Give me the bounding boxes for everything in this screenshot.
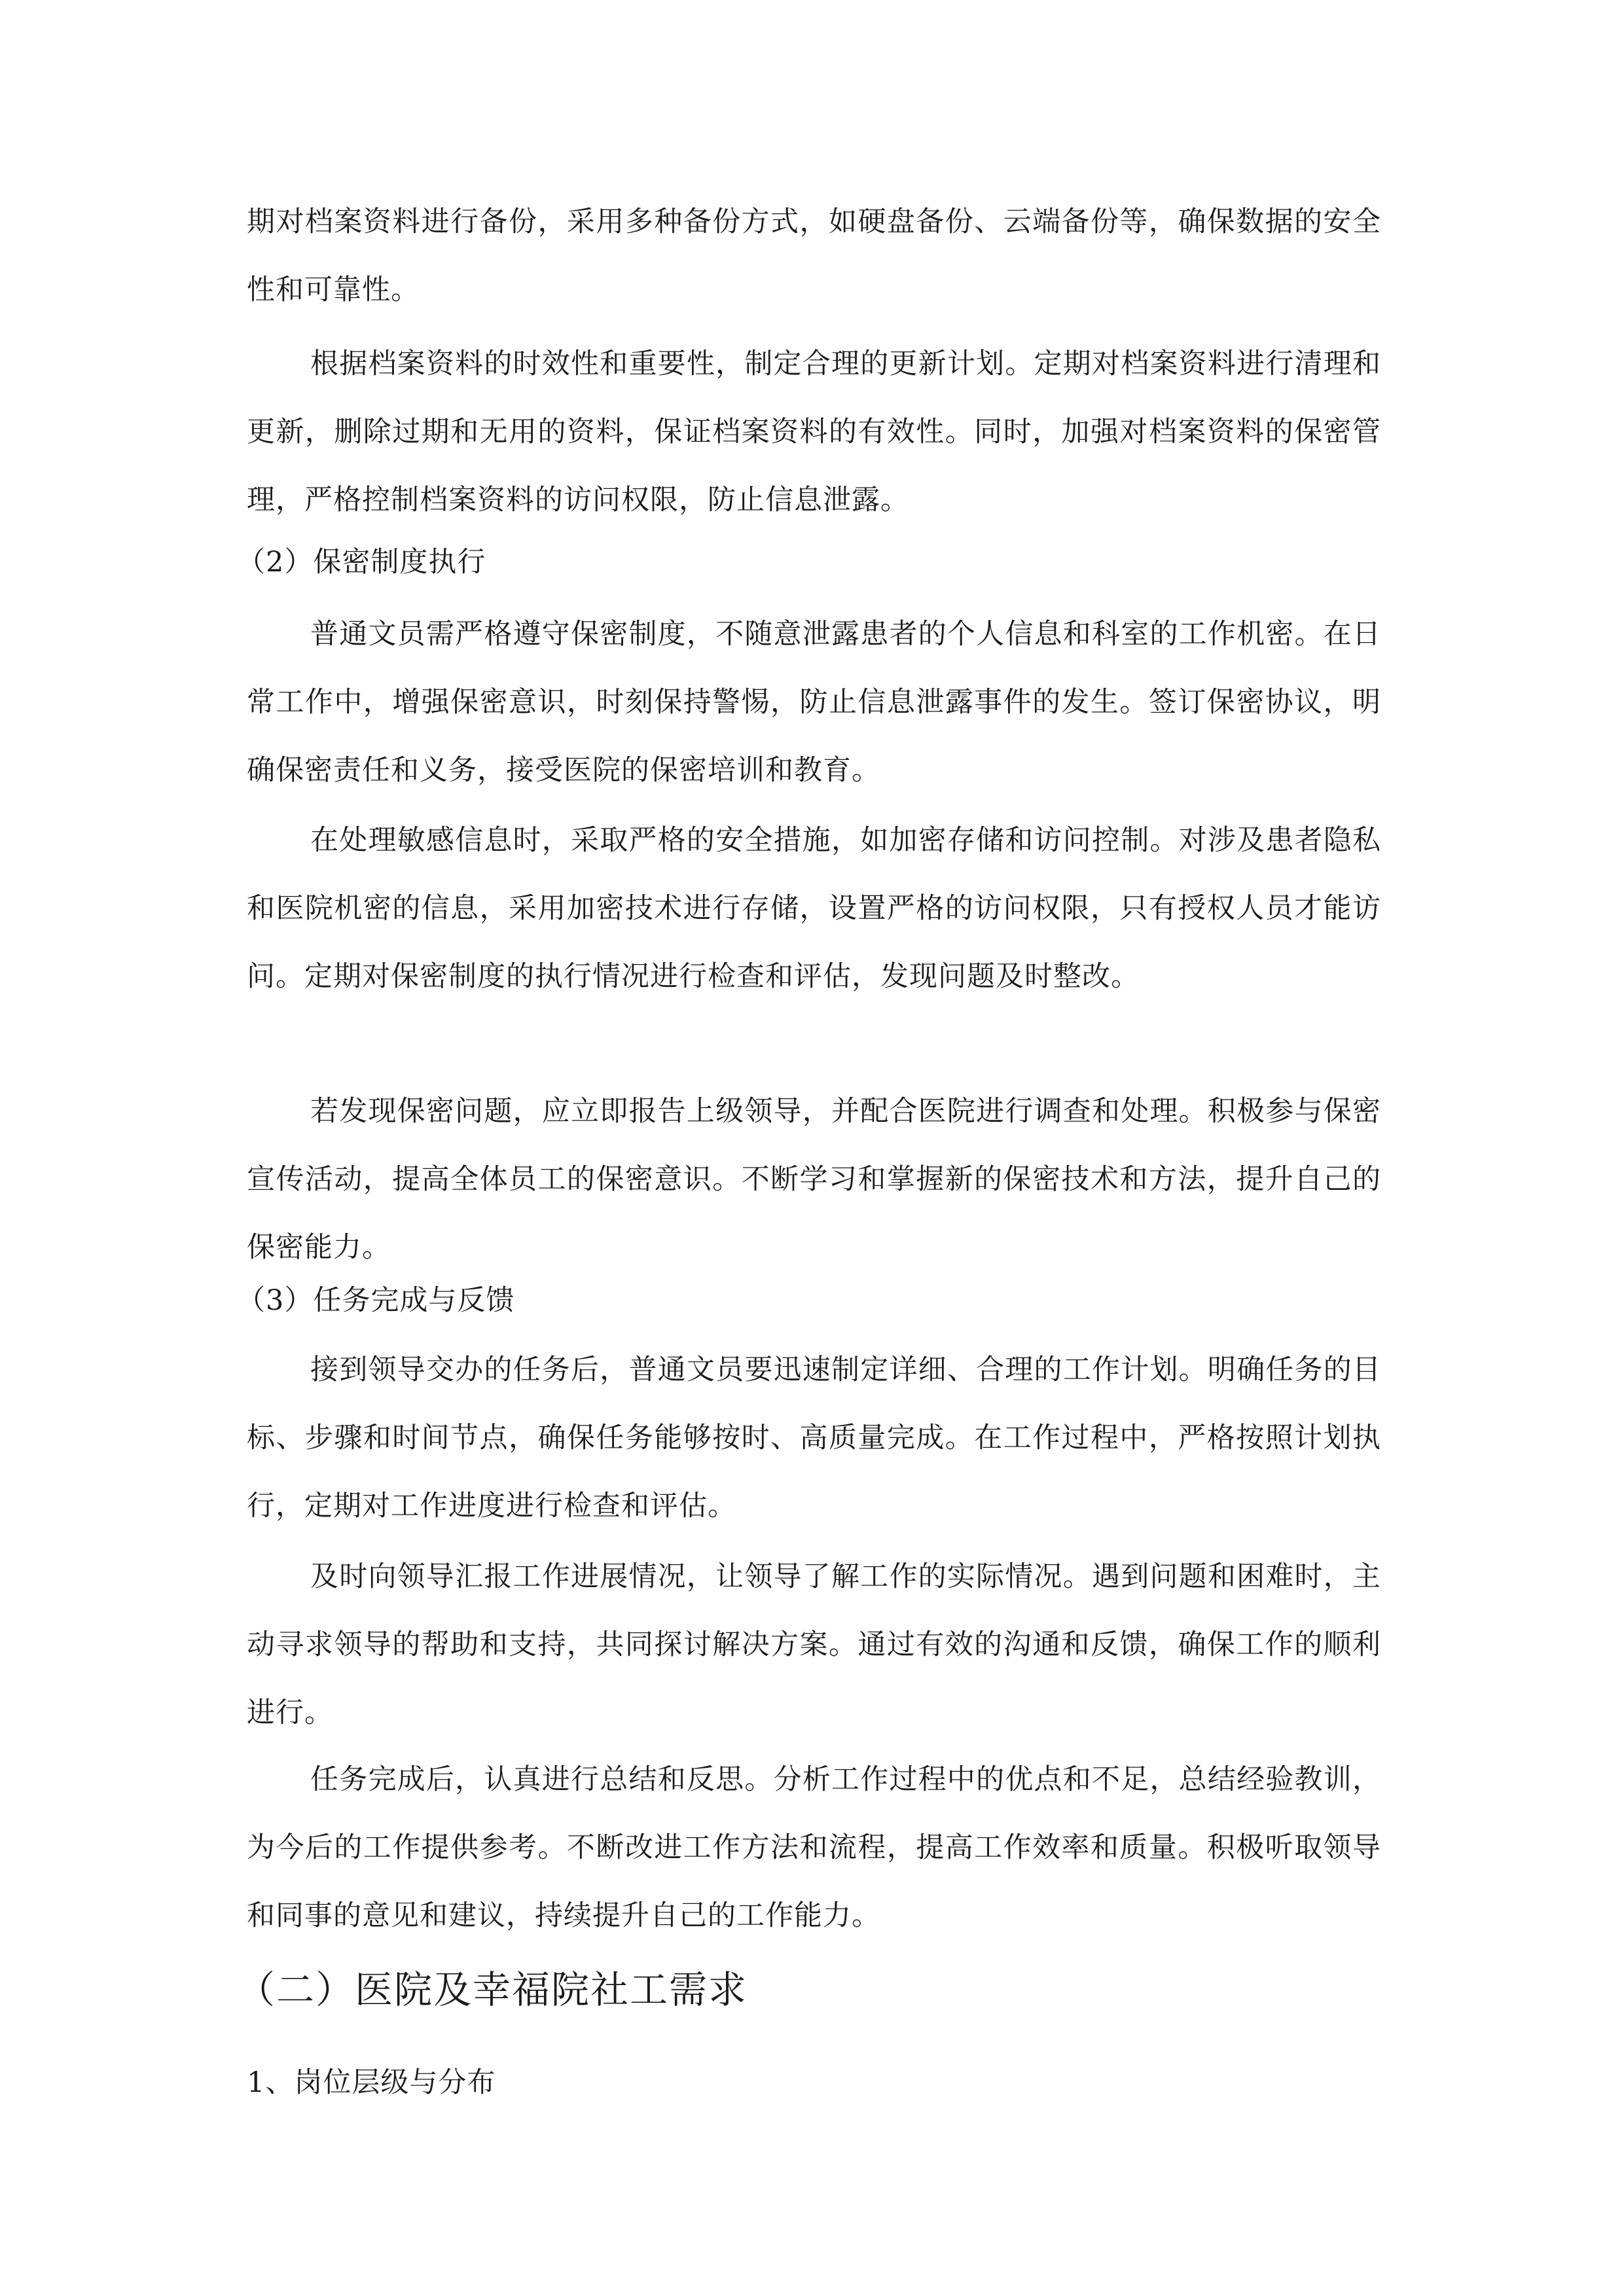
paragraph-confidentiality-rules: 普通文员需严格遵守保密制度，不随意泄露患者的个人信息和科室的工作机密。在日常工作中，增强保密意识，时刻保持警惕，防止信息泄露事件的发生。签订保密协议，明确保密责任和义务，接受医院的保密培训和教育。 (247, 618, 1381, 787)
section-heading-social-work: （二）医院及幸福院社工需求 (237, 1967, 748, 2012)
paragraph-update-plan: 根据档案资料的时效性和重要性，制定合理的更新计划。定期对档案资料进行清理和更新，删除过期和无用的资料，保证档案资料的有效性。同时，加强对档案资料的保密管理，严格控制档案资料的访问权限，防止信息泄露。 (247, 348, 1381, 516)
item-heading-positions: 1、岗位层级与分布 (247, 2066, 496, 2099)
paragraph-backup: 期对档案资料进行备份，采用多种备份方式，如硬盘备份、云端备份等，确保数据的安全性和可靠性。 (247, 206, 1381, 306)
paragraph-summary: 任务完成后，认真进行总结和反思。分析工作过程中的优点和不足，总结经验教训，为今后的工作提供参考。不断改进工作方法和流程，提高工作效率和质量。积极听取领导和同事的意见和建议，持续提升自己的工作能力。 (247, 1763, 1381, 1932)
subheading-confidentiality: （2）保密制度执行 (237, 546, 486, 579)
paragraph-report-progress: 及时向领导汇报工作进展情况，让领导了解工作的实际情况。遇到问题和困难时，主动寻求领导的帮助和支持，共同探讨解决方案。通过有效的沟通和反馈，确保工作的顺利进行。 (247, 1560, 1381, 1729)
paragraph-task-plan: 接到领导交办的任务后，普通文员要迅速制定详细、合理的工作计划。明确任务的目标、步骤和时间节点，确保任务能够按时、高质量完成。在工作过程中，严格按照计划执行，定期对工作进度进行检查和评估。 (247, 1354, 1381, 1522)
paragraph-sensitive-info: 在处理敏感信息时，采取严格的安全措施，如加密存储和访问控制。对涉及患者隐私和医院机密的信息，采用加密技术进行存储，设置严格的访问权限，只有授权人员才能访问。定期对保密制度的执行情况进行检查和评估，发现问题及时整改。 (247, 824, 1381, 993)
subheading-task-feedback: （3）任务完成与反馈 (237, 1284, 515, 1317)
paragraph-report-issues: 若发现保密问题，应立即报告上级领导，并配合医院进行调查和处理。积极参与保密宣传活动，提高全体员工的保密意识。不断学习和掌握新的保密技术和方法，提升自己的保密能力。 (247, 1095, 1381, 1264)
